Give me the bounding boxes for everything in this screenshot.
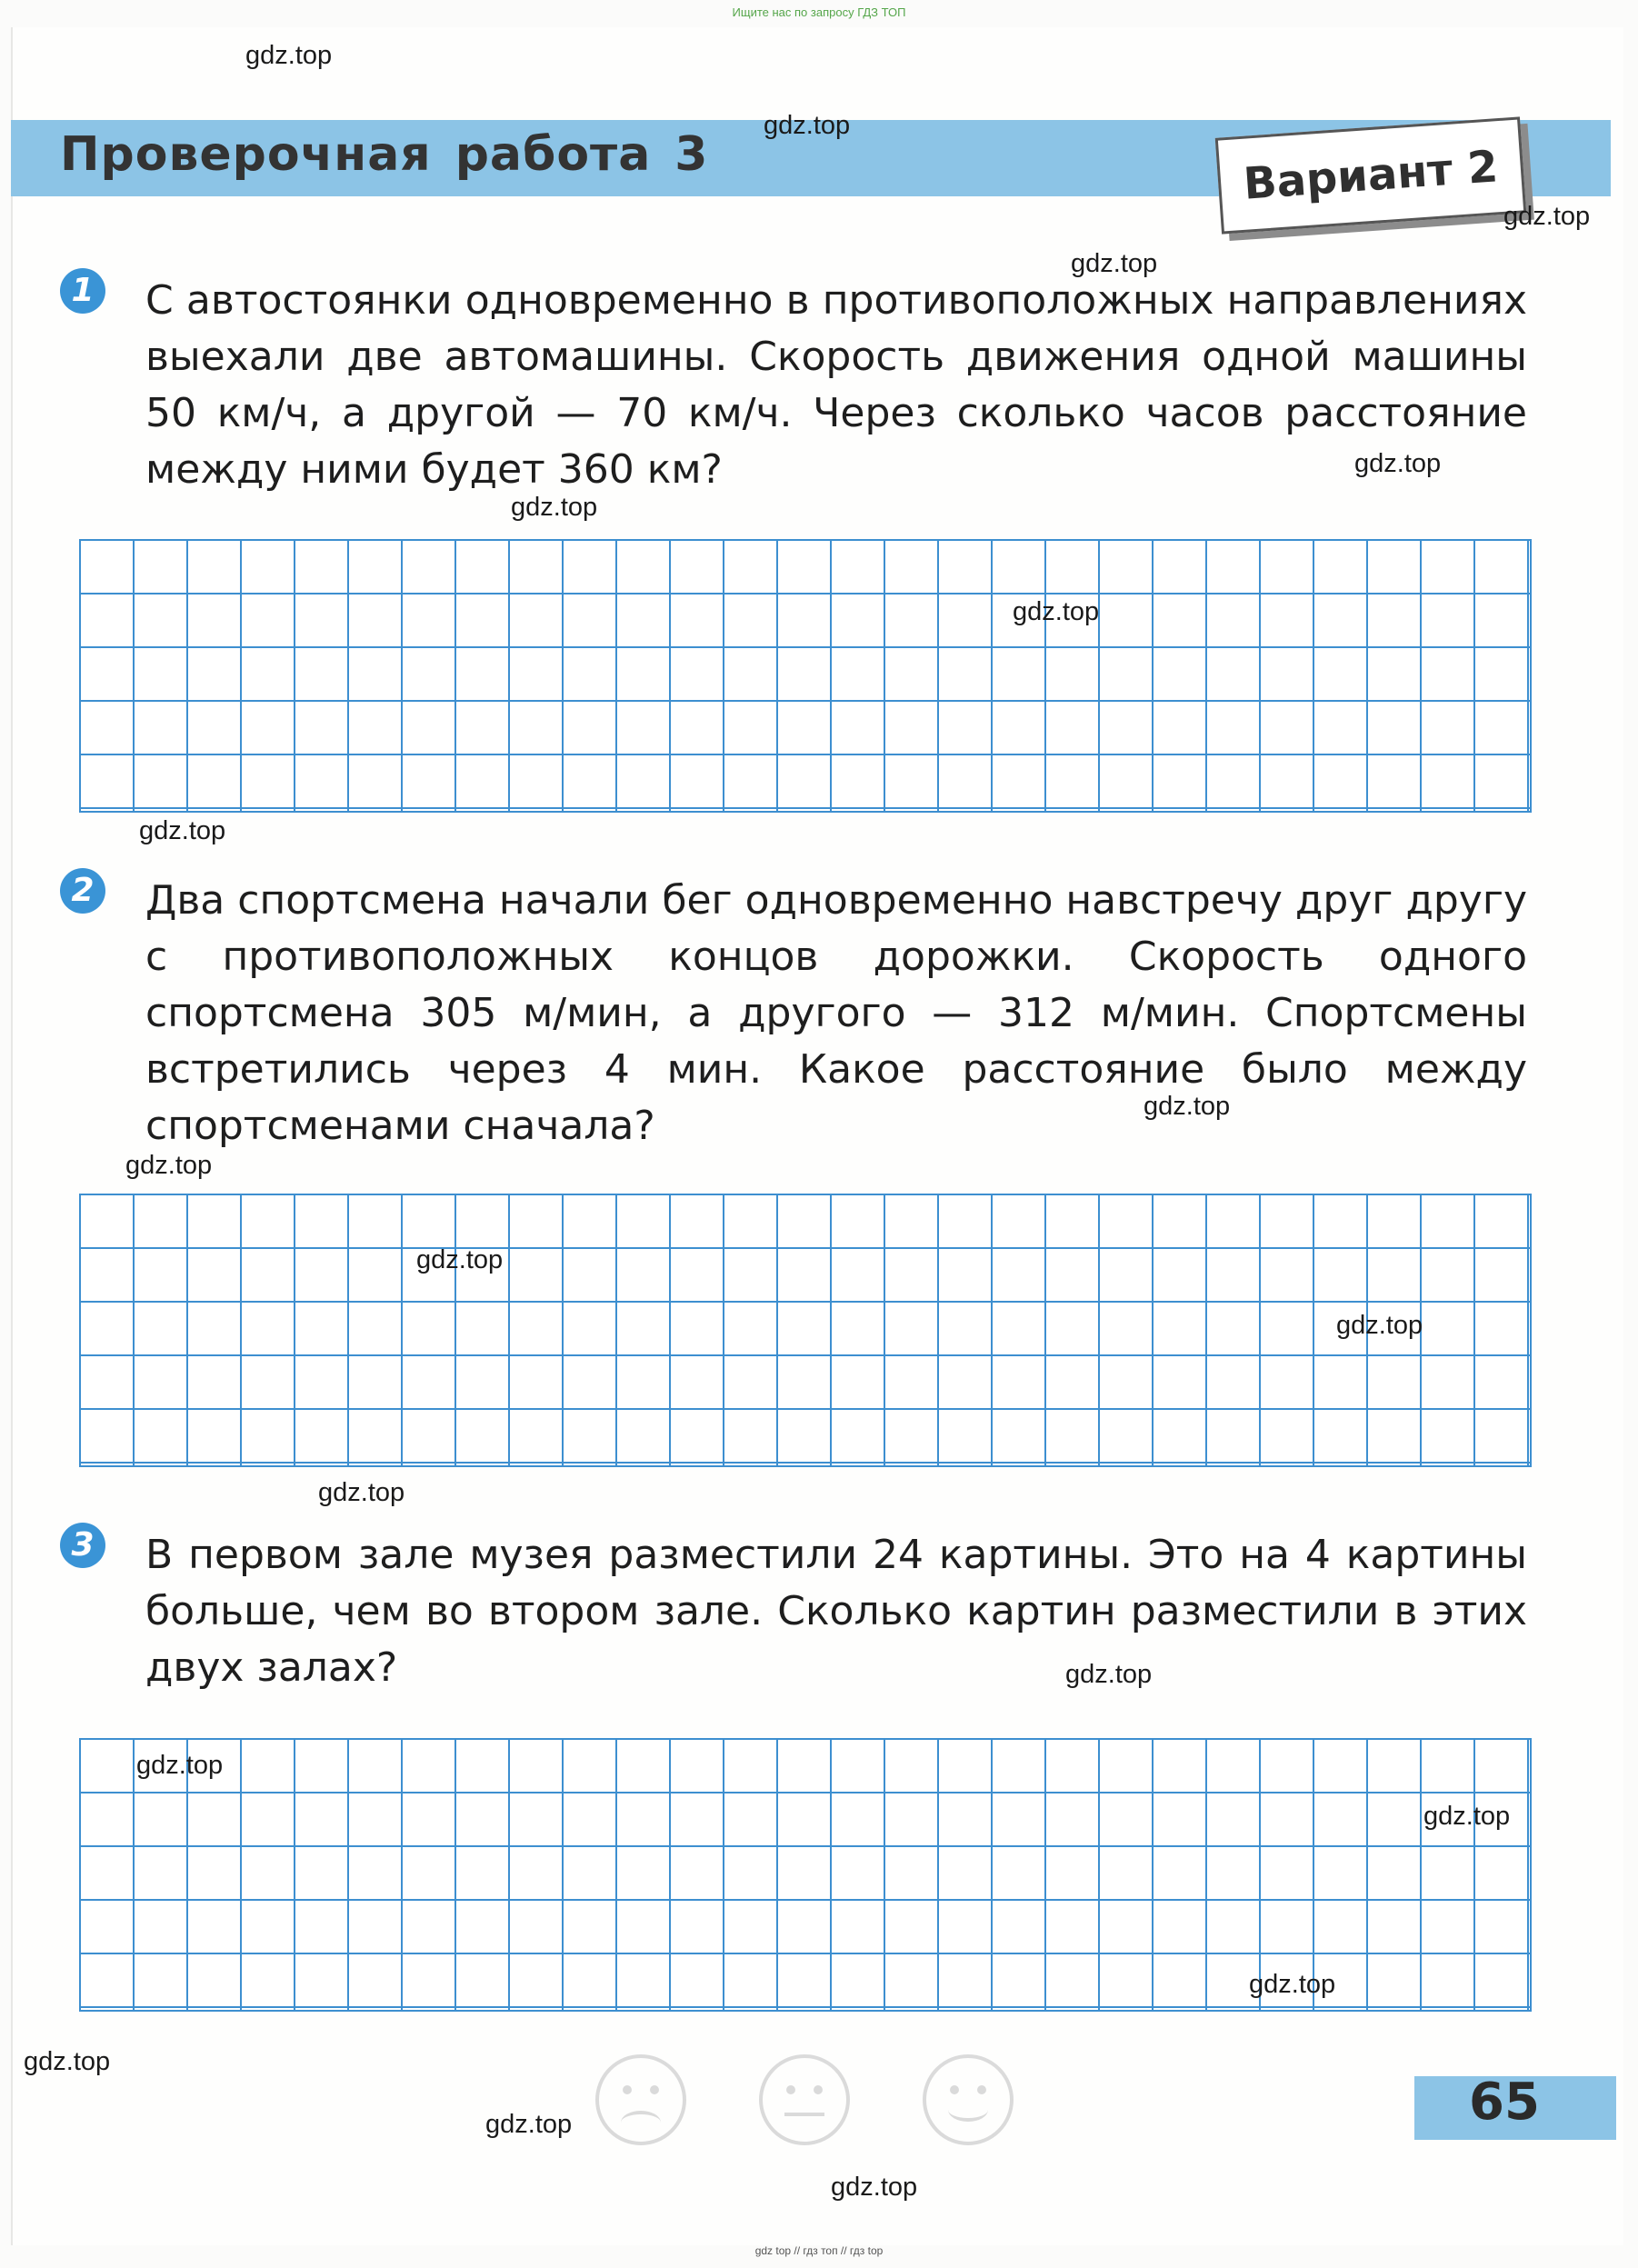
watermark: gdz.top xyxy=(1013,597,1100,626)
watermark: gdz.top xyxy=(485,2110,573,2139)
sad-face-icon[interactable] xyxy=(595,2054,686,2145)
watermark: gdz.top xyxy=(1065,1660,1153,1689)
self-assessment-faces xyxy=(595,2054,1014,2154)
watermark: gdz.top xyxy=(1071,249,1158,278)
task-2-answer-grid[interactable] xyxy=(79,1194,1532,1467)
watermark: gdz.top xyxy=(318,1478,405,1507)
task-1-answer-grid[interactable] xyxy=(79,539,1532,813)
watermark: gdz.top xyxy=(764,111,851,140)
watermark: gdz.top xyxy=(1354,449,1442,478)
page-number: 65 xyxy=(1469,2073,1540,2132)
watermark: gdz.top xyxy=(831,2173,918,2202)
watermark: gdz.top xyxy=(1249,1970,1336,1999)
task-1-number-badge: 1 xyxy=(60,268,105,314)
top-search-note: Ищите нас по запросу ГДЗ ТОП xyxy=(732,5,906,19)
watermark: gdz.top xyxy=(24,2047,111,2076)
task-3-number-badge: 3 xyxy=(60,1523,105,1568)
title-number: 3 xyxy=(674,127,709,182)
variant-label: Вариант 2 xyxy=(1242,141,1500,210)
watermark: gdz.top xyxy=(511,493,598,522)
watermark: gdz.top xyxy=(1336,1311,1423,1340)
happy-face-icon[interactable] xyxy=(923,2054,1014,2145)
bottom-note: gdz top // гдз топ // гдз top xyxy=(754,2244,884,2257)
task-2-number-badge: 2 xyxy=(60,868,105,914)
watermark: gdz.top xyxy=(245,41,333,70)
watermark: gdz.top xyxy=(416,1245,504,1274)
neutral-face-icon[interactable] xyxy=(759,2054,850,2145)
watermark: gdz.top xyxy=(125,1151,213,1180)
task-1-text: С автостоянки одновременно в противоположных направлениях выехали две автомашины. Скорость движения одной машины 50 км/ч, а другой — 70 км/ч. Через сколько часов расстояние между ними будет 360 км? xyxy=(145,277,1527,493)
title-word-2: работа xyxy=(454,127,652,182)
watermark: gdz.top xyxy=(136,1751,224,1780)
task-2-text: Два спортсмена начали бег одновременно навстречу друг другу с противоположных концов дорожки. Скорость одного спортсмена 305 м/мин, а другого — 312 м/мин. Спортсмены встретились через 4 мин. Какое расстояние было между спортсменами сначала? xyxy=(145,877,1527,1149)
watermark: gdz.top xyxy=(139,816,226,845)
watermark: gdz.top xyxy=(1503,202,1591,231)
title-word-1: Проверочная xyxy=(60,127,432,182)
page-title xyxy=(60,127,708,182)
task-3-text: В первом зале музея разместили 24 картины. Это на 4 картины больше, чем во втором зале. Сколько картин разместили в этих двух залах? xyxy=(145,1532,1527,1691)
watermark: gdz.top xyxy=(1423,1802,1511,1831)
watermark: gdz.top xyxy=(1144,1092,1231,1121)
